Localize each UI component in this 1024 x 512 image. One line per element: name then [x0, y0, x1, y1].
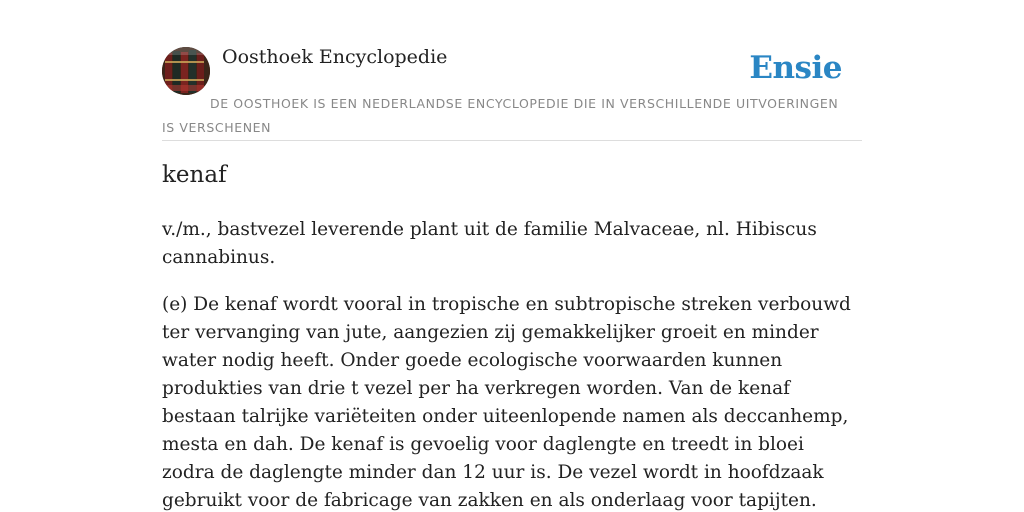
encyclopedia-books-avatar[interactable]: [162, 47, 210, 95]
site-header: [162, 44, 862, 141]
entry-headword: kenaf: [162, 162, 227, 188]
site-title[interactable]: Oosthoek Encyclopedie: [222, 46, 448, 68]
ensie-logo-link[interactable]: Ensie: [749, 50, 842, 86]
site-tagline: DE OOSTHOEK IS EEN NEDERLANDSE ENCYCLOPEDIE DIE IN VERSCHILLENDE UITVOERINGEN IS VERSCHENEN: [162, 96, 839, 135]
entry-body: (e) De kenaf wordt vooral in tropische en subtropische streken verbouwd ter vervanging van jute, aangezien zij gemakkelijker groeit en minder water nodig heeft. Onder goede ecologische voorwaarden kunnen produkties van drie t vezel per ha verkregen worden. Van de kenaf bestaan talrijke variëteiten onder uiteenlopende namen als deccanhemp, mesta en dah. De kenaf is gevoelig voor daglengte en treedt in bloei zodra de daglengte minder dan 12 uur is. De vezel wordt in hoofdzaak gebruikt voor de fabricage van zakken en als onderlaag voor tapijten.: [162, 294, 851, 511]
entry-definition: v./m., bastvezel leverende plant uit de familie Malvaceae, nl. Hibiscus cannabinus.: [162, 219, 817, 268]
book-spines-icon: [162, 47, 210, 95]
